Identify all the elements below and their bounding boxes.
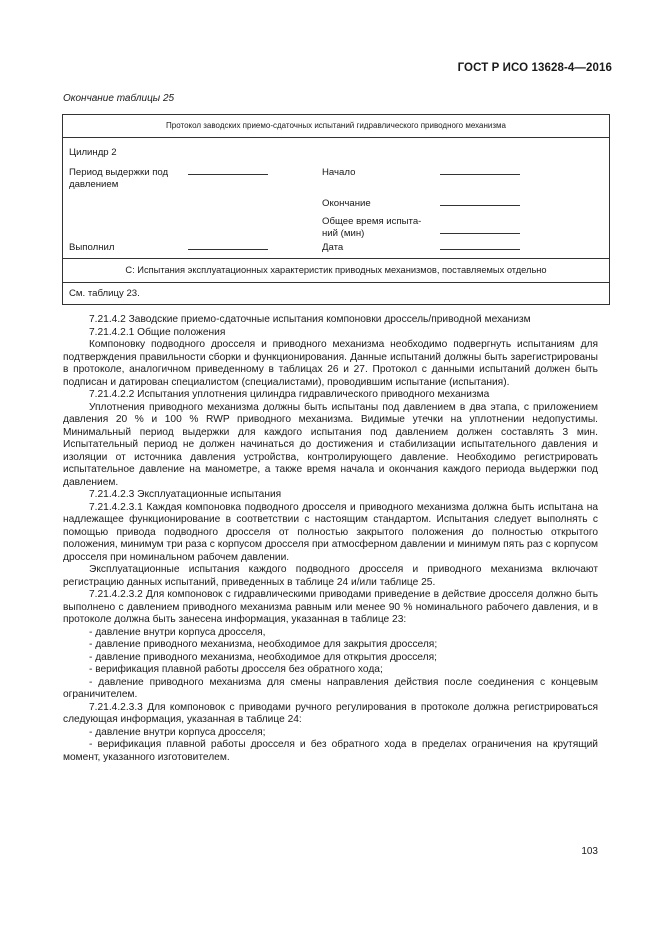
section-c-title: С: Испытания эксплуатационных характеристик приводных механизмов, поставляемых отдельно [63,259,610,283]
page-number: 103 [581,846,598,857]
paragraph: 7.21.4.2.1 Общие положения [89,326,226,338]
paragraph: 7.21.4.2.3.2 Для компоновок с гидравлическими приводами приведение в действие дросселя должно быть выполнено с давлением приводного механизма равным или менее 90 % номинального рабочего давления, и в протоколе должна быть занесена информация, указанная в таблице 23: [63,589,598,625]
list-item: - давление приводного механизма, необходимое для открытия дросселя; [89,651,437,663]
form-title: Протокол заводских приемо-сдаточных испытаний гидравлического приводного механизма [63,115,610,138]
list-item: - верификация плавной работы дросселя без обратного хода; [89,664,383,675]
performed-by-blank [188,249,268,250]
paragraph: Уплотнения приводного механизма должны быть испытаны под давлением в два этапа, с приложением давления 20 % и 100 % RWP приводного механизма. Видимые утечки на уплотнении недопустимы. Минимальный период выдержки для каждого испытания под давлением должен составлять 3 мин. Испытательный период не должен начинаться до достижения и стабилизации испытательного давления и изоляции от источника давления устройства, контролирующего давление. Необходимо регистрировать испытательное давление на манометре, а также время начала и окончания каждого периода выдержки под давлением. [63,401,598,488]
see-table-note: См. таблицу 23. [63,283,610,305]
paragraph: Компоновку подводного дросселя и приводного механизма необходимо подвергнуть испытаниям для подтверждения правильности сборки и функционирования. Данные испытаний должны быть зарегистрированы в протоколе, аналогичном приведенному в таблицах 26 и 27. Протокол с данными испытаний должен быть подписан и датирован специалистом (специалистами), проводившим испытание (испытания). [63,339,598,388]
paragraph: 7.21.4.2.2 Испытания уплотнения цилиндра гидравлического приводного механизма [89,389,490,400]
list-item: - верификация плавной работы дросселя и без обратного хода в пределах ограничения на крутящий момент, указанного изготовителем. [63,739,598,763]
end-blank [440,205,520,206]
list-item: - давление приводного механизма для смены направления действия после соединения с концевым ограничителем. [63,676,598,700]
hold-period-label: Период выдержки под давлением [69,167,169,190]
list-item: - давление внутри корпуса дросселя, [89,626,266,638]
date-label: Дата [322,242,344,253]
list-item: - давление внутри корпуса дросселя; [89,726,266,738]
hold-period-blank [188,174,268,175]
form-body [63,138,610,259]
body-text [63,314,598,764]
paragraph: 7.21.4.2.3 Эксплуатационные испытания [89,489,282,500]
start-blank [440,174,520,175]
table-caption: Окончание таблицы 25 [63,93,175,104]
total-time-label: Общее время испыта-ний (мин) [322,216,422,239]
end-label: Окончание [322,198,371,209]
paragraph: 7.21.4.2.3.3 Для компоновок с приводами ручного регулирования в протоколе должна регистрироваться следующая информация, указанная в таблице 24: [63,701,598,725]
total-time-blank [440,233,520,234]
paragraph: 7.21.4.2.3.1 Каждая компоновка подводного дросселя и приводного механизма должна быть испытана на надлежащее функционирование в соответствии с настоящим стандартом. Испытания следует выполнять с помощью привода подводного дросселя от полностью закрытого положения до полностью открытого положения, минимум три раза с корпусом дросселя при атмосферном давлении и минимум пять раз с корпусом дросселя при номинальном рабочем давлении. [63,501,598,563]
list-item: - давление приводного механизма, необходимое для закрытия дросселя; [89,639,438,650]
date-blank [440,249,520,250]
performed-by-label: Выполнил [69,242,115,253]
start-label: Начало [322,167,356,178]
standard-header: ГОСТ Р ИСО 13628-4—2016 [457,62,612,74]
paragraph: 7.21.4.2 Заводские приемо-сдаточные испытания компоновки дроссель/приводной механизм [89,314,531,325]
paragraph: Эксплуатационные испытания каждого подводного дросселя и приводного механизма включают регистрацию данных испытаний, приведенных в таблице 24 и/или таблице 25. [63,564,598,588]
test-report-form [62,114,610,305]
cylinder-label: Цилиндр 2 [69,147,117,158]
